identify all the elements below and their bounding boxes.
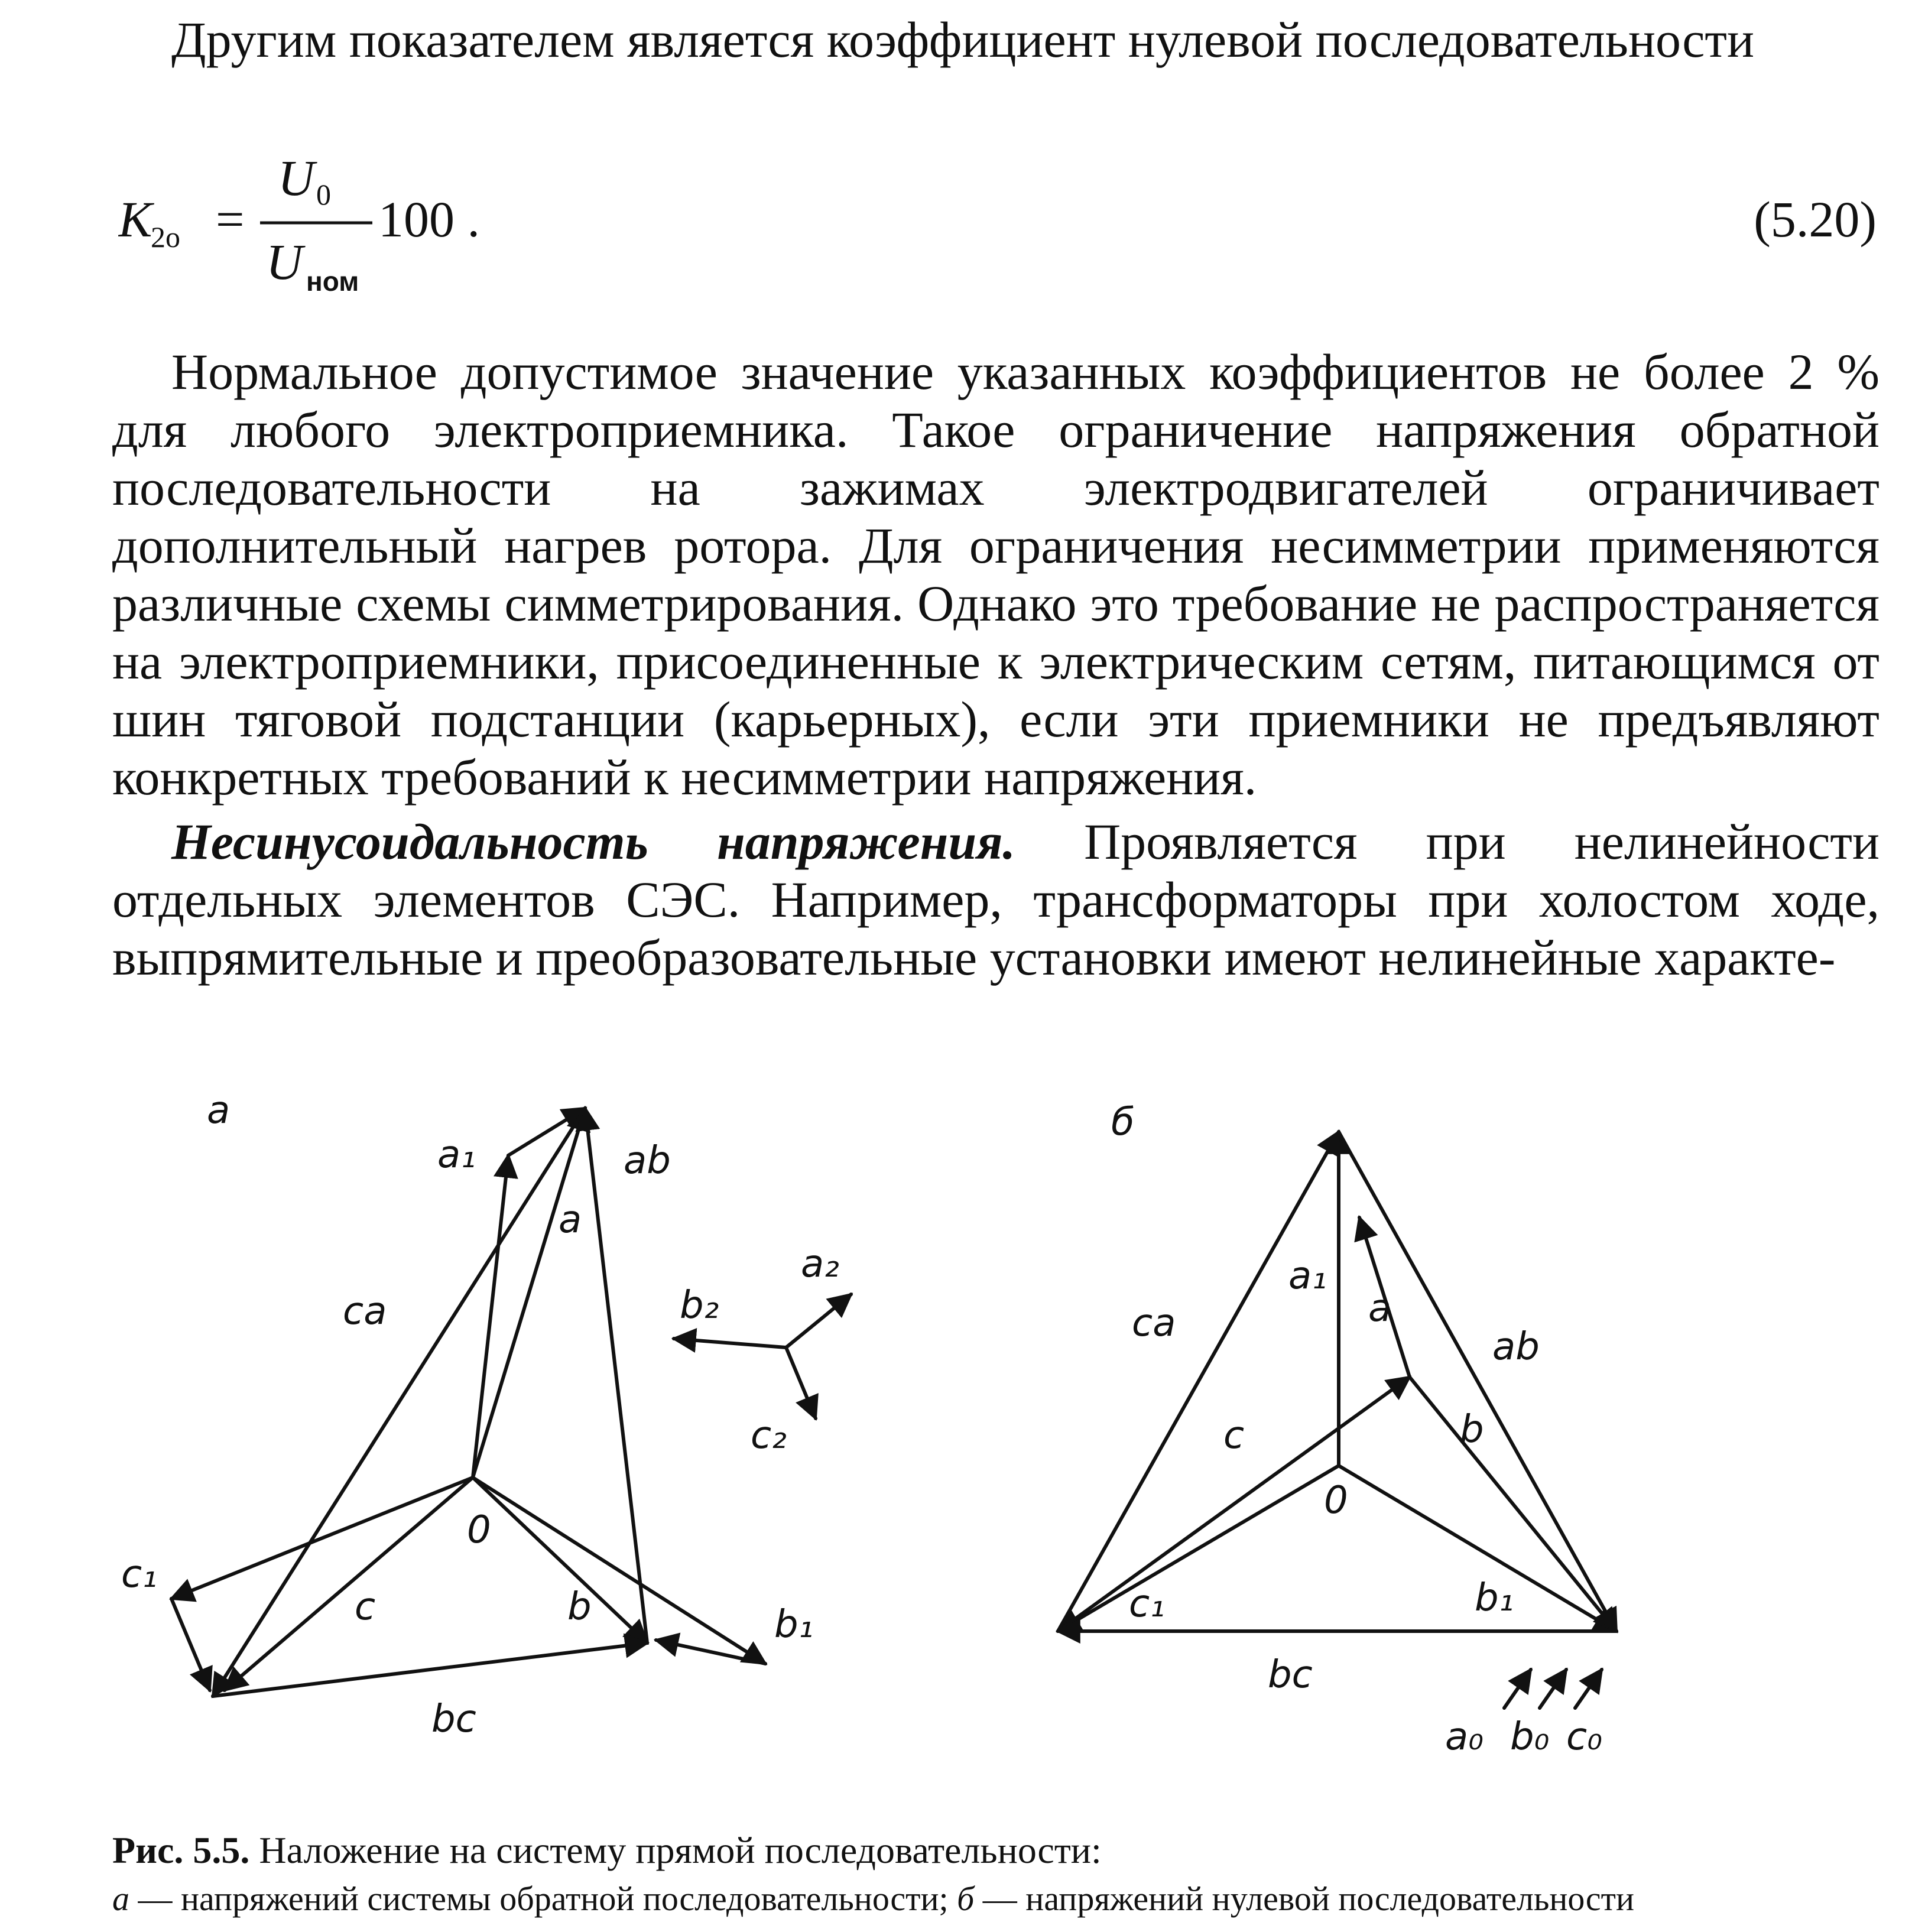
norm-text: Нормальное допустимое значение указанных коэффициентов не более 2 % для любого электроприемника. Такое ограничение напряжения обратной последовательности на зажимах электродвигателей ограничивает дополнительный нагрев ротора. Для ограничения несимметрии применяются различные схемы симметрирования. Однако это требование не распространяется на электроприемники, присоединенные к электрическим сетям, питающимся от шин тяговой подстанции (карьерных), если эти приемники не предъявляют конкретных требований к несимметрии напряжения. <box>112 343 1879 806</box>
formula-factor: 100 . <box>378 191 480 248</box>
caption-key-b: б <box>957 1879 975 1918</box>
figure-caption <box>112 1826 1885 1923</box>
formula-number: (5.20) <box>1754 191 1877 248</box>
caption-text-b: — напряжений нулевой последовательности <box>974 1879 1635 1918</box>
label-a-b2: b₂ <box>680 1284 719 1327</box>
caption-key-a: а <box>112 1879 129 1918</box>
vector-c0 <box>1575 1670 1602 1708</box>
caption-number: Рис. 5.5. <box>112 1829 250 1871</box>
vector-c1-b <box>1058 1466 1339 1631</box>
caption-legend-line <box>112 1875 1885 1923</box>
vector-b0 <box>1540 1670 1566 1708</box>
vector-b <box>473 1478 647 1643</box>
label-b-c: c <box>1223 1414 1245 1457</box>
formula-5-20 <box>118 148 1885 313</box>
label-a-b1: b₁ <box>774 1603 814 1647</box>
formula-lhs-sub: 2о <box>151 220 180 254</box>
label-a-c1: c₁ <box>121 1553 157 1596</box>
label-b-ab: ab <box>1492 1325 1540 1369</box>
vector-ca-b <box>1058 1132 1339 1631</box>
formula-numerator-sub: 0 <box>316 178 331 211</box>
vector-c1 <box>171 1478 473 1599</box>
nonsin-text: Проявляется при нелинейности отдельных элементов СЭС. Например, трансформаторы при холостом ходе, выпрямительные и преобразовательные установки имеют нелинейные характе- <box>112 813 1879 986</box>
label-b-c0: c₀ <box>1566 1715 1602 1759</box>
label-b-a0: a₀ <box>1445 1715 1483 1759</box>
panel-b-label: б <box>1111 1100 1135 1144</box>
label-a-c2: c₂ <box>751 1414 787 1457</box>
label-b-a: a <box>1368 1287 1392 1330</box>
panel-a-label: а <box>207 1089 231 1132</box>
intro-paragraph <box>112 11 1879 69</box>
label-a-ca: ca <box>343 1290 387 1333</box>
label-a-c: c <box>355 1585 376 1629</box>
vector-ab <box>585 1108 647 1643</box>
vector-a2 <box>786 1294 851 1347</box>
caption-title-line <box>112 1826 1885 1875</box>
norm-paragraph <box>112 343 1879 806</box>
intro-text: Другим показателем является коэффициент нулевой последовательности <box>171 11 1754 68</box>
label-b-b: b <box>1460 1408 1484 1452</box>
label-b-bc: bc <box>1268 1653 1313 1697</box>
formula-denominator-sub: ном <box>306 266 359 297</box>
label-a-b: b <box>567 1585 592 1629</box>
label-b-c1: c₁ <box>1129 1582 1165 1626</box>
nonsin-text-container <box>112 813 1879 986</box>
caption-title: Наложение на систему прямой последовательности: <box>249 1829 1102 1871</box>
vector-a1 <box>473 1155 508 1478</box>
nonsinusoidality-paragraph <box>112 813 1879 986</box>
label-b-o: 0 <box>1324 1479 1348 1522</box>
panel-a-diagram <box>171 1108 851 1696</box>
vector-ab-b <box>1339 1132 1616 1631</box>
vector-c <box>225 1478 473 1690</box>
label-b-b1: b₁ <box>1475 1576 1514 1620</box>
figure-5-5 <box>0 1040 1912 1797</box>
formula-denominator-main: U <box>266 233 303 290</box>
formula-lhs-main: K <box>118 191 152 248</box>
vector-a0 <box>1504 1670 1531 1708</box>
vector-b1 <box>473 1478 765 1664</box>
vector-c1-to-c <box>171 1599 210 1690</box>
label-a-o: 0 <box>467 1508 491 1552</box>
label-b-a1: a₁ <box>1288 1254 1327 1298</box>
caption-text-a: — напряжений системы обратной последовательности; <box>129 1879 957 1918</box>
vector-c2 <box>786 1347 816 1418</box>
label-b-b0: b₀ <box>1510 1715 1550 1759</box>
vector-bc <box>213 1643 647 1696</box>
formula-equals: = <box>216 191 245 248</box>
label-a-a2: a₂ <box>801 1242 839 1286</box>
vector-a <box>473 1108 585 1478</box>
vector-b2 <box>674 1339 786 1347</box>
label-a-bc: bc <box>431 1697 476 1741</box>
label-b-ca: ca <box>1132 1301 1176 1345</box>
nonsin-heading: Несинусоидальность напряжения. <box>171 813 1016 870</box>
vector-ca <box>213 1108 585 1696</box>
label-a-a1: a₁ <box>437 1133 476 1177</box>
label-a-a: a <box>559 1198 582 1242</box>
label-a-ab: ab <box>624 1139 671 1183</box>
formula-numerator-main: U <box>278 150 315 206</box>
